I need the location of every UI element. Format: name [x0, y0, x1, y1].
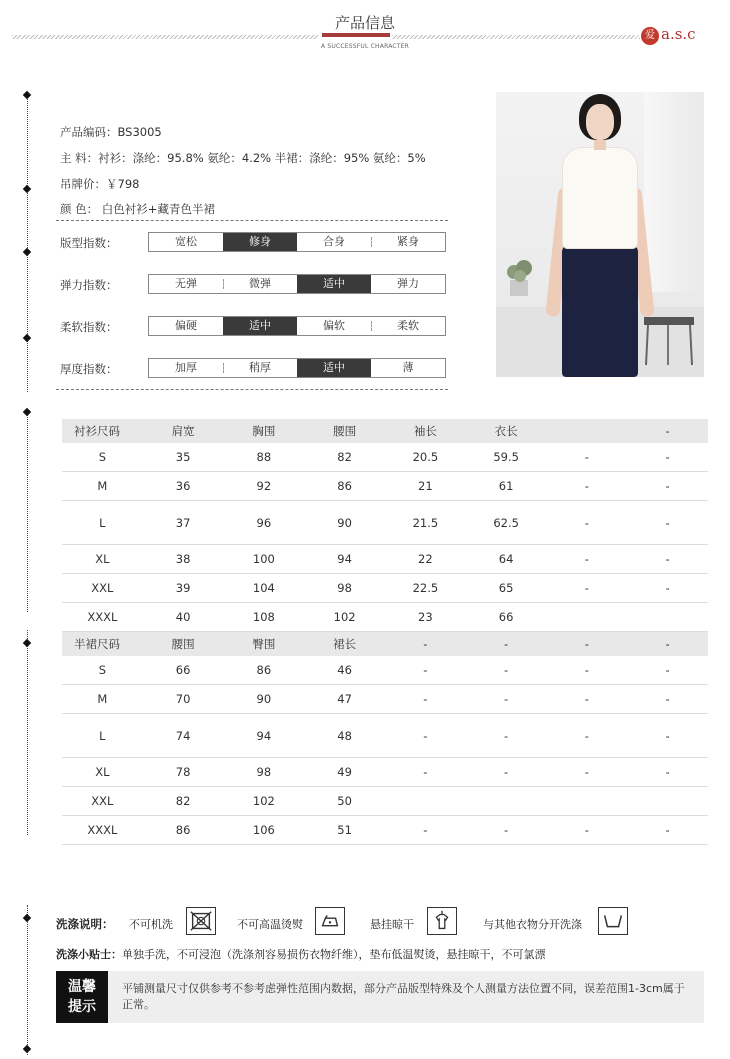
wash-item-text: 不可机洗 [129, 918, 173, 931]
table-cell: XXL [91, 794, 114, 808]
table-cell: - [423, 765, 428, 779]
table-cell: - [584, 728, 589, 743]
model-face [586, 104, 614, 140]
table-cell: 66 [175, 663, 191, 677]
table-cell: 40 [175, 610, 191, 624]
timeline-line-3 [27, 630, 28, 835]
page-title: 产品信息 [334, 14, 395, 32]
table-header-cell [547, 419, 628, 443]
table-cell: - [423, 663, 428, 677]
table-cell: 49 [337, 765, 352, 779]
table-header-cell: 衣长 [494, 424, 518, 438]
table-cell: - [665, 450, 670, 464]
table-cell: S [98, 663, 107, 677]
table-cell: 20.5 [412, 450, 439, 464]
table-cell: 78 [175, 765, 191, 779]
index-option-selected: 适中 [297, 275, 371, 293]
table-row [62, 685, 708, 714]
timeline-diamond [23, 914, 31, 922]
model-skirt [562, 244, 638, 377]
table-cell: 102 [333, 610, 356, 624]
header-hatch-left [12, 35, 318, 39]
timeline-line-2 [27, 412, 28, 612]
index-label: 柔软指数： [60, 320, 118, 334]
product-code: 产品编码：BS3005 [60, 125, 162, 139]
table-cell: M [97, 479, 108, 493]
table-cell: 88 [256, 450, 272, 464]
table-cell: 90 [337, 515, 352, 530]
index-option-selected: 修身 [223, 233, 297, 251]
table-cell: - [665, 479, 670, 493]
index-label: 弹力指数： [60, 278, 118, 292]
table-cell: 38 [175, 552, 191, 566]
table-cell: 22 [418, 552, 433, 566]
hang-dry-icon [427, 907, 457, 935]
table-header-row [62, 632, 708, 656]
timeline-diamond [23, 185, 31, 193]
table-cell: - [504, 692, 509, 706]
table-row [62, 656, 708, 685]
table-cell: 86 [337, 479, 352, 493]
table-cell: 39 [175, 581, 191, 595]
table-cell: - [584, 450, 589, 464]
table-cell: 82 [337, 450, 352, 464]
plant-icon [500, 252, 540, 297]
table-cell: 94 [337, 552, 352, 566]
table-cell [627, 787, 708, 815]
no-machine-wash-icon [186, 907, 216, 935]
index-option: 稍厚 [223, 359, 297, 377]
table-cell: 48 [337, 728, 352, 743]
table-header-cell: - [584, 637, 589, 651]
table-row [62, 545, 708, 574]
table-cell: 102 [252, 794, 275, 808]
table-cell: - [584, 823, 589, 837]
table-row [62, 443, 708, 472]
timeline-diamond [23, 408, 31, 416]
washing-label: 洗涤说明： [56, 917, 114, 931]
table-cell: 59.5 [493, 450, 519, 464]
hand-wash-icon [598, 907, 628, 935]
table-cell: - [665, 663, 670, 677]
table-cell: - [584, 692, 589, 706]
timeline-diamond [23, 639, 31, 647]
table-cell: - [665, 765, 670, 779]
table-cell: L [99, 728, 106, 743]
table-cell: - [584, 663, 589, 677]
table-cell: 70 [175, 692, 191, 706]
table-cell: 62.5 [493, 515, 519, 530]
index-option: 加厚 [175, 361, 197, 374]
washing-tips-text: 单独手洗，不可浸泡（洗涤剂容易损伤衣物纤维），垫布低温熨烫，悬挂晾干，不可氯漂 [122, 948, 546, 961]
index-option: 柔软 [371, 317, 445, 335]
table-cell: - [504, 663, 509, 677]
index-scale [148, 316, 446, 336]
table-row [62, 758, 708, 787]
timeline-line-4 [27, 905, 28, 1055]
table-header-cell: 袖长 [413, 424, 437, 438]
table-cell: - [584, 765, 589, 779]
dashed-divider [56, 220, 448, 221]
warm-tip-badge [56, 971, 108, 1023]
table-cell: XXL [91, 581, 114, 595]
warm-tip-badge-line1: 温馨 [68, 979, 96, 995]
table-cell: 35 [175, 450, 191, 464]
index-option: 合身 [323, 235, 345, 248]
table-row [62, 501, 708, 545]
table-cell [385, 787, 466, 815]
table-cell: - [665, 581, 670, 595]
table-cell: 100 [252, 552, 275, 566]
table-cell: XXXL [87, 610, 118, 624]
product-material: 主 料：衬衫：涤纶：95.8% 氨纶：4.2% 半裙：涤纶：95% 氨纶：5% [60, 151, 426, 165]
timeline-diamond [23, 1045, 31, 1053]
wash-item-text: 悬挂晾干 [370, 918, 414, 931]
table-cell: - [665, 552, 670, 566]
table-cell: - [584, 552, 589, 566]
table-cell: 21 [418, 479, 433, 493]
table-cell: - [665, 692, 670, 706]
table-cell: 108 [252, 610, 275, 624]
table-cell: - [504, 765, 509, 779]
header-hatch-right [392, 35, 640, 39]
table-cell: - [423, 728, 428, 743]
dashed-divider [56, 389, 448, 390]
table-row [62, 603, 708, 632]
table-header-cell: 半裙尺码 [74, 637, 120, 651]
table-cell: 61 [498, 479, 514, 493]
table-cell [547, 603, 628, 631]
washing-tips-label: 洗涤小贴士： [56, 948, 122, 961]
table-header-cell: 腰围 [333, 424, 357, 438]
index-option-selected: 适中 [297, 359, 371, 377]
table-cell: 21.5 [412, 515, 439, 530]
table-cell: M [97, 692, 108, 706]
table-cell: - [665, 515, 670, 530]
logo-text: a.s.c [661, 25, 696, 43]
model-photo [496, 92, 704, 377]
table-cell: XL [95, 765, 110, 779]
table-cell: - [504, 823, 509, 837]
timeline-line-1 [27, 96, 28, 392]
index-option-selected: 适中 [223, 317, 297, 335]
table-header-cell: 裙长 [333, 637, 357, 651]
table-header-cell: 腰围 [171, 637, 195, 651]
table-cell: - [584, 515, 589, 530]
table-cell [627, 603, 708, 631]
index-option: 偏软 [323, 319, 345, 332]
table-cell: 23 [418, 610, 433, 624]
index-option: 微弹 [223, 275, 297, 293]
table-header-cell: - [665, 424, 670, 438]
table-cell: 94 [256, 728, 272, 743]
table-cell: - [504, 728, 509, 743]
product-color: 颜 色： 白色衬衫+藏青色半裙 [60, 202, 215, 216]
index-option: 无弹 [175, 277, 197, 290]
table-header-row [62, 419, 708, 443]
table-header-cell: 胸围 [252, 424, 276, 438]
washing-tips [56, 946, 546, 962]
warm-tip-box [56, 971, 704, 1023]
page-subtitle: A SUCCESSFUL CHARACTER [320, 43, 410, 50]
logo-mark: 爱 [641, 27, 659, 45]
table-cell: - [665, 823, 670, 837]
index-label: 版型指数： [60, 236, 118, 250]
table-header-cell: - [423, 637, 428, 651]
table-cell: 46 [337, 663, 352, 677]
model-shirt [562, 147, 638, 249]
photo-window [644, 92, 704, 292]
table-cell: 98 [256, 765, 272, 779]
timeline-diamond [23, 248, 31, 256]
table-cell: 64 [498, 552, 514, 566]
index-scale [148, 232, 446, 252]
table-row [62, 816, 708, 845]
table-header-cell: 肩宽 [171, 424, 195, 438]
index-scale [148, 274, 446, 294]
table-cell: 65 [498, 581, 514, 595]
warm-tip-badge-line2: 提示 [68, 999, 96, 1015]
table-header-cell: - [665, 637, 670, 651]
table-cell: 86 [256, 663, 272, 677]
index-option: 薄 [402, 361, 414, 374]
table-cell: 74 [175, 728, 191, 743]
table-row [62, 574, 708, 603]
table-cell: 22.5 [412, 581, 439, 595]
warm-tip-text: 平铺测量尺寸仅供参考不参考虑弹性范围内数据，部分产品版型特殊及个人测量方法位置不同，误差范围1-3cm属于正常。 [122, 982, 685, 1011]
table-cell [547, 787, 628, 815]
iron-low-temp-icon [315, 907, 345, 935]
index-option: 偏硬 [175, 319, 197, 332]
table-cell: 82 [175, 794, 191, 808]
index-option: 弹力 [397, 277, 419, 290]
table-cell: 98 [337, 581, 352, 595]
table-row [62, 787, 708, 816]
table-cell: XXXL [87, 823, 118, 837]
table-header-cell: 臀围 [252, 637, 276, 651]
table-row [62, 472, 708, 501]
table-cell: - [423, 692, 428, 706]
index-option: 宽松 [175, 235, 197, 248]
table-cell [466, 787, 547, 815]
table-cell: 90 [256, 692, 272, 706]
product-price: 吊牌价：￥798 [60, 177, 140, 191]
table-cell: 92 [256, 479, 272, 493]
table-cell: S [98, 450, 107, 464]
wash-item-text: 与其他衣物分开洗涤 [483, 918, 582, 931]
index-option: 紧身 [371, 233, 445, 251]
table-cell: - [584, 479, 589, 493]
table-cell: 37 [175, 515, 191, 530]
table-cell: 96 [256, 515, 272, 530]
table-cell: 104 [252, 581, 275, 595]
table-cell: - [423, 823, 428, 837]
table-header-cell: 衬衫尺码 [74, 424, 120, 438]
wash-item-text: 不可高温烫熨 [237, 918, 303, 931]
table-cell: 51 [337, 823, 352, 837]
table-header-cell: - [504, 637, 509, 651]
table-cell: 36 [175, 479, 191, 493]
timeline-diamond [23, 91, 31, 99]
index-label: 厚度指数： [60, 362, 118, 376]
timeline-diamond [23, 334, 31, 342]
table-cell: XL [95, 552, 110, 566]
table-row [62, 714, 708, 758]
table-cell: - [665, 728, 670, 743]
table-cell: 106 [252, 823, 275, 837]
table-cell: 50 [337, 794, 352, 808]
table-cell: L [99, 515, 106, 530]
index-scale [148, 358, 446, 378]
table-cell: - [584, 581, 589, 595]
table-cell: 47 [337, 692, 352, 706]
brand-logo [641, 25, 701, 47]
table-cell: 86 [175, 823, 191, 837]
header-accent-bar [322, 33, 390, 37]
table-cell: 66 [498, 610, 514, 624]
